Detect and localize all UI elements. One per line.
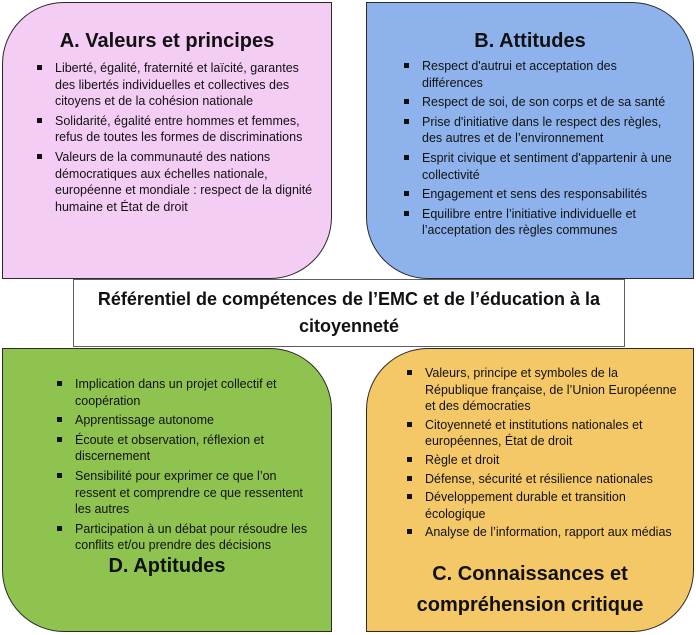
list-item: Développement durable et transition écologique	[403, 489, 679, 522]
list-item: Valeurs, principe et symboles de la République française, de l’Union Européenne et des démocraties	[403, 365, 679, 415]
list-item: Solidarité, égalité entre hommes et femmes, refus de toutes les formes de discriminations	[33, 113, 315, 146]
quadrant-title	[367, 559, 693, 621]
list-item: Respect d'autrui et acceptation des différences	[400, 58, 675, 91]
bullet-icon	[37, 65, 42, 70]
list-item: Engagement et sens des responsabilités	[400, 186, 675, 203]
bullet-icon	[407, 529, 412, 534]
bullet-icon	[407, 494, 412, 499]
bullet-icon	[404, 191, 409, 196]
bullet-icon	[407, 457, 412, 462]
quadrant-connaissances	[366, 348, 694, 632]
list-item: Défense, sécurité et résilience nationales	[403, 471, 679, 488]
bullet-icon	[37, 154, 42, 159]
bullet-icon	[57, 437, 62, 442]
bullet-icon	[407, 476, 412, 481]
quadrant-attitudes	[366, 2, 694, 279]
list-item: Sensibilité pour exprimer ce que l’on ressent et comprendre ce que ressentent les autres	[53, 468, 315, 518]
list-item: Liberté, égalité, fraternité et laïcité, garantes des libertés individuelles et collectives des citoyens et de la cohésion nationale	[33, 60, 315, 110]
item-list	[400, 58, 675, 242]
bullet-icon	[407, 370, 412, 375]
quadrant-valeurs-principes	[2, 2, 332, 279]
list-item: Analyse de l’information, rapport aux médias	[403, 524, 679, 541]
list-item: Citoyenneté et institutions nationales et européennes, État de droit	[403, 417, 679, 450]
bullet-icon	[404, 119, 409, 124]
list-item: Participation à un débat pour résoudre les conflits et/ou prendre des décisions	[53, 521, 315, 554]
item-list	[33, 60, 315, 218]
list-item: Implication dans un projet collectif et coopération	[53, 376, 315, 409]
list-item: Règle et droit	[403, 452, 679, 469]
center-title: Référentiel de compétences de l’EMC et de l’éducation à la citoyenneté	[97, 289, 601, 336]
bullet-icon	[37, 118, 42, 123]
bullet-icon	[404, 63, 409, 68]
list-item: Respect de soi, de son corps et de sa santé	[400, 94, 675, 111]
item-list	[53, 376, 315, 557]
list-item: Prise d'initiative dans le respect des règles, des autres et de l’environnement	[400, 114, 675, 147]
bullet-icon	[57, 526, 62, 531]
quadrant-title: A. Valeurs et principes	[59, 30, 275, 52]
title-line-2: compréhension critique	[416, 594, 644, 616]
bullet-icon	[407, 422, 412, 427]
list-item: Écoute et observation, réflexion et discernement	[53, 432, 315, 465]
item-list	[403, 365, 679, 543]
center-title-box	[73, 279, 625, 347]
bullet-icon	[404, 211, 409, 216]
list-item: Equilibre entre l’initiative individuelle et l’acceptation des règles communes	[400, 206, 675, 239]
list-item: Apprentissage autonome	[53, 412, 315, 429]
list-item: Valeurs de la communauté des nations démocratiques aux échelles nationale, européenne et mondiale : respect de la dignité humaine et État de droit	[33, 149, 315, 215]
bullet-icon	[57, 417, 62, 422]
bullet-icon	[404, 155, 409, 160]
quadrant-title: B. Attitudes	[474, 30, 586, 52]
bullet-icon	[57, 381, 62, 386]
quadrant-aptitudes	[2, 348, 332, 632]
bullet-icon	[57, 473, 62, 478]
title-line-1: C. Connaissances et	[432, 563, 628, 585]
quadrant-title: D. Aptitudes	[108, 555, 226, 577]
bullet-icon	[404, 99, 409, 104]
list-item: Esprit civique et sentiment d'appartenir à une collectivité	[400, 150, 675, 183]
